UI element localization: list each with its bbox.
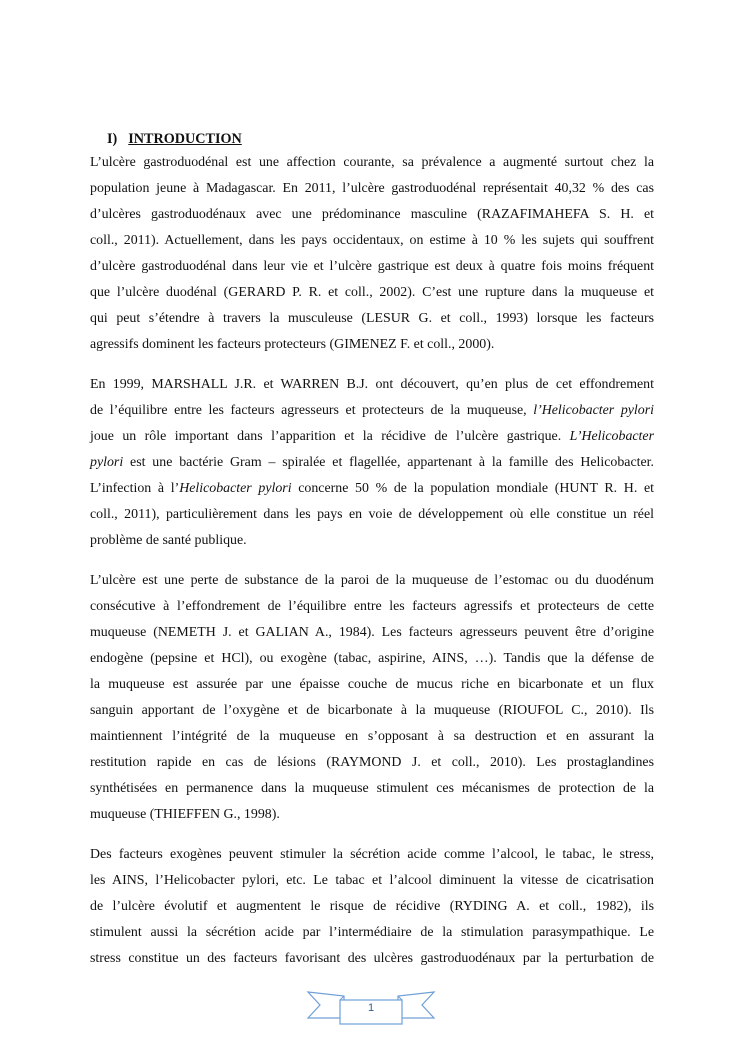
text-line: coll., 2011). Actuellement, dans les pays occidentaux, on estime à 10 % les sujets qui souffrent bbox=[90, 233, 654, 248]
text-line bbox=[90, 424, 654, 450]
page-number: 1 bbox=[367, 1002, 375, 1014]
species-name: pylori bbox=[90, 455, 124, 470]
text-line bbox=[90, 450, 654, 476]
page-footer bbox=[306, 988, 436, 1028]
text-line: stimulent aussi la sécrétion acide par l’intermédiaire de la stimulation parasympathique. Le bbox=[90, 925, 654, 940]
species-name: Helicobacter pylori bbox=[179, 481, 292, 496]
text-line: que l’ulcère duodénal (GERARD P. R. et coll., 2002). C’est une rupture dans la muqueuse et bbox=[90, 285, 654, 300]
species-name: l’Helicobacter pylori bbox=[533, 403, 654, 418]
text-line: sanguin apportant de l’oxygène et de bicarbonate à la muqueuse (RIOUFOL C., 2010). Ils bbox=[90, 703, 654, 718]
text-line bbox=[90, 398, 654, 424]
text-line: les AINS, l’Helicobacter pylori, etc. Le tabac et l’alcool diminuent la vitesse de cicatrisation bbox=[90, 873, 654, 888]
text-line: L’ulcère est une perte de substance de la paroi de la muqueuse de l’estomac ou du duodénum bbox=[90, 573, 654, 588]
paragraph-2 bbox=[90, 372, 654, 554]
text-line: population jeune à Madagascar. En 2011, l’ulcère gastroduodénal représentait 40,32 % des cas bbox=[90, 181, 654, 196]
text-line: qui peut s’étendre à travers la musculeuse (LESUR G. et coll., 1993) lorsque les facteurs bbox=[90, 311, 654, 326]
text-line: En 1999, MARSHALL J.R. et WARREN B.J. ont découvert, qu’en plus de cet effondrement bbox=[90, 377, 654, 392]
text-line bbox=[90, 476, 654, 502]
paragraph-4 bbox=[90, 842, 654, 972]
text-run: de l’équilibre entre les facteurs agresseurs et protecteurs de la muqueuse, bbox=[90, 403, 534, 418]
text-line: consécutive à l’effondrement de l’équilibre entre les facteurs agressifs et protecteurs de cette bbox=[90, 599, 654, 614]
text-line: restitution rapide en cas de lésions (RAYMOND J. et coll., 2010). Les prostaglandines bbox=[90, 755, 654, 770]
text-line: muqueuse (THIEFFEN G., 1998). bbox=[90, 807, 280, 822]
text-line: la muqueuse est assurée par une épaisse couche de mucus riche en bicarbonate et un flux bbox=[90, 677, 654, 692]
species-name: L’Helicobacter bbox=[569, 429, 654, 444]
text-line: endogène (pepsine et HCl), ou exogène (tabac, aspirine, AINS, …). Tandis que la défense de bbox=[90, 651, 654, 666]
text-line: Des facteurs exogènes peuvent stimuler la sécrétion acide comme l’alcool, le tabac, le stress, bbox=[90, 847, 654, 862]
text-run: concerne 50 % de la population mondiale (HUNT R. H. et bbox=[291, 481, 654, 496]
paragraph-1 bbox=[90, 150, 654, 358]
text-line: d’ulcère gastroduodénal dans leur vie et l’ulcère gastrique est deux à quatre fois moins fréquent bbox=[90, 259, 654, 274]
text-line: agressifs dominent les facteurs protecteurs (GIMENEZ F. et coll., 2000). bbox=[90, 337, 495, 352]
text-line: de l’ulcère évolutif et augmentent le risque de récidive (RYDING A. et coll., 1982), ils bbox=[90, 899, 654, 914]
text-line: d’ulcères gastroduodénaux avec une prédominance masculine (RAZAFIMAHEFA S. H. et bbox=[90, 207, 654, 222]
text-line: L’ulcère gastroduodénal est une affection courante, sa prévalence a augmenté surtout chez la bbox=[90, 155, 654, 170]
paragraph-3 bbox=[90, 568, 654, 828]
text-line: synthétisées en permanence dans la muqueuse stimulent ces mécanismes de protection de la bbox=[90, 781, 654, 796]
text-run: L’infection à l’ bbox=[90, 481, 180, 496]
text-line: problème de santé publique. bbox=[90, 533, 247, 548]
section-heading bbox=[107, 128, 654, 150]
text-run: est une bactérie Gram – spiralée et flagellée, appartenant à la famille des Helicobacter. bbox=[123, 455, 654, 470]
text-line: coll., 2011), particulièrement dans les pays en voie de développement où elle constitue un réel bbox=[90, 507, 654, 522]
text-line: muqueuse (NEMETH J. et GALIAN A., 1984). Les facteurs agresseurs peuvent être d’origine bbox=[90, 625, 654, 640]
text-run: joue un rôle important dans l’apparition et la récidive de l’ulcère gastrique. bbox=[90, 429, 570, 444]
section-number: I) bbox=[107, 131, 118, 147]
text-line: maintiennent l’intégrité de la muqueuse en s’opposant à sa destruction et en assurant la bbox=[90, 729, 654, 744]
text-line: stress constitue un des facteurs favorisant des ulcères gastroduodénaux par la perturbation de bbox=[90, 951, 654, 966]
document-page bbox=[90, 128, 654, 972]
section-title: INTRODUCTION bbox=[128, 131, 242, 147]
